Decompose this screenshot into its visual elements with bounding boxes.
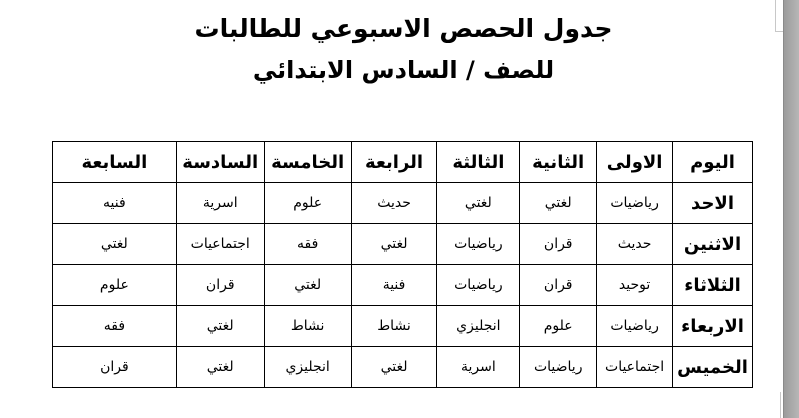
document-subtitle: للصف / السادس الابتدائي [252,56,555,84]
period-cell: توحيد [597,265,673,306]
header-period-6: السادسة [176,142,264,183]
period-cell: قران [176,265,264,306]
period-cell: لغتي [176,347,264,388]
period-cell: فقه [53,306,177,347]
period-cell: علوم [520,306,597,347]
header-period-3: الثالثة [437,142,520,183]
header-period-2: الثانية [520,142,597,183]
period-cell: حديث [351,183,437,224]
period-cell: رياضيات [437,224,520,265]
period-cell: لغتي [351,224,437,265]
period-cell: رياضيات [597,183,673,224]
header-period-4: الرابعة [351,142,437,183]
period-cell: قران [520,224,597,265]
period-cell: رياضيات [597,306,673,347]
period-cell: اسرية [176,183,264,224]
period-cell: لغتي [520,183,597,224]
table-row [53,306,753,347]
header-period-5: الخامسة [264,142,351,183]
period-cell: لغتي [437,183,520,224]
period-cell: لغتي [264,265,351,306]
period-cell: فقه [264,224,351,265]
period-cell: فنيه [53,183,177,224]
period-cell: رياضيات [520,347,597,388]
window-gutter [784,0,799,418]
period-cell: نشاط [351,306,437,347]
table-row [53,347,753,388]
period-cell: نشاط [264,306,351,347]
day-cell: الاثنين [673,224,753,265]
day-cell: الاربعاء [673,306,753,347]
period-cell: لغتي [176,306,264,347]
margin-corner-mark [780,392,781,418]
header-day: اليوم [673,142,753,183]
period-cell: رياضيات [437,265,520,306]
period-cell: اجتماعيات [176,224,264,265]
period-cell: علوم [53,265,177,306]
period-cell: لغتي [53,224,177,265]
table-header-row [53,142,753,183]
period-cell: فنية [351,265,437,306]
period-cell: حديث [597,224,673,265]
table-row [53,224,753,265]
period-cell: قران [53,347,177,388]
period-cell: علوم [264,183,351,224]
table-row [53,183,753,224]
period-cell: قران [520,265,597,306]
period-cell: اسرية [437,347,520,388]
period-cell: انجليزي [264,347,351,388]
header-period-1: الاولى [597,142,673,183]
day-cell: الاحد [673,183,753,224]
period-cell: انجليزي [437,306,520,347]
day-cell: الثلاثاء [673,265,753,306]
weekly-schedule-table [52,141,753,388]
period-cell: اجتماعيات [597,347,673,388]
document-title: جدول الحصص الاسبوعي للطالبات [194,14,613,43]
header-period-7: السابعة [53,142,177,183]
period-cell: لغتي [351,347,437,388]
table-row [53,265,753,306]
day-cell: الخميس [673,347,753,388]
